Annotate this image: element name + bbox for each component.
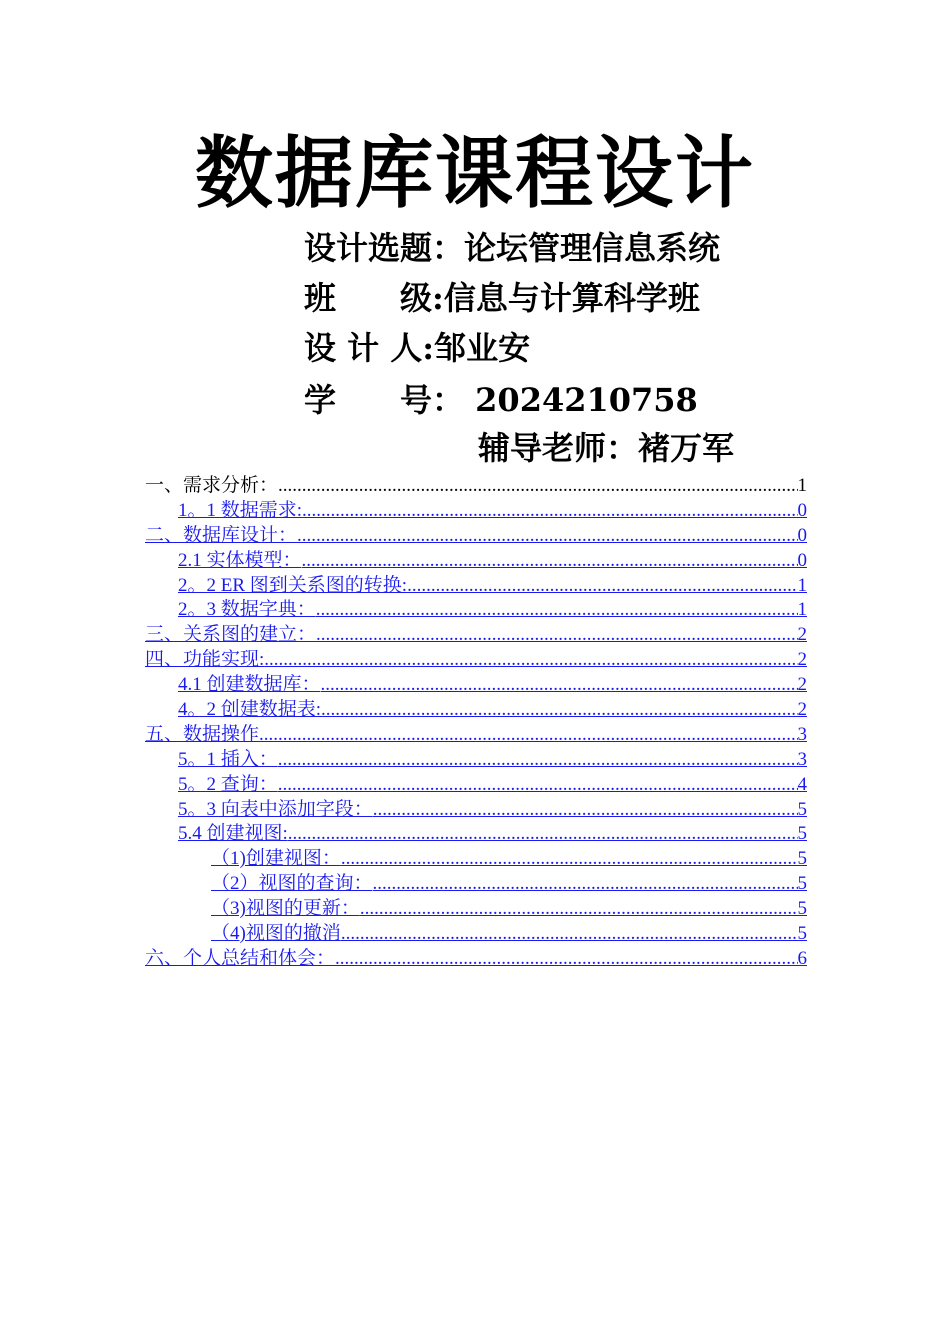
toc-dot-leader xyxy=(278,474,797,499)
topic-line xyxy=(304,228,720,268)
toc-entry-title: 五、数据操作 xyxy=(145,723,260,745)
toc-entry-title: 三、关系图的建立： xyxy=(145,624,317,646)
advisor-label: 辅导老师： xyxy=(478,429,639,467)
toc-entry-title: 5。2 查询： xyxy=(178,773,278,795)
toc-entry[interactable] xyxy=(145,499,807,524)
toc-entry[interactable] xyxy=(145,524,807,549)
toc-dot-leader xyxy=(297,524,797,549)
toc-entry-title: 5。1 插入： xyxy=(178,748,278,770)
toc-dot-leader xyxy=(316,598,798,623)
toc-dot-leader xyxy=(278,773,798,798)
toc-entry-title: （3)视图的更新： xyxy=(211,898,360,920)
toc-page-number: 1 xyxy=(797,574,807,596)
toc-entry-title: 4。2 创建数据表: xyxy=(178,699,322,721)
toc-dot-leader xyxy=(264,648,797,673)
toc-entry[interactable] xyxy=(145,773,807,798)
toc-entry[interactable] xyxy=(145,598,807,623)
toc-entry[interactable] xyxy=(145,947,807,972)
toc-page-number: 3 xyxy=(797,723,807,745)
toc-page-number: 4 xyxy=(797,773,807,795)
advisor-value: 褚万军 xyxy=(638,429,735,467)
toc-entry[interactable] xyxy=(145,922,807,947)
toc-entry-title: 2。3 数据字典： xyxy=(178,599,316,621)
toc-page-number: 2 xyxy=(797,699,807,721)
designer-line xyxy=(304,328,530,368)
toc-dot-leader xyxy=(373,872,798,897)
toc-page-number: 0 xyxy=(797,524,807,546)
toc-dot-leader xyxy=(373,798,798,823)
toc-entry-title: （2）视图的查询： xyxy=(211,873,373,895)
toc-dot-leader xyxy=(407,574,797,599)
designer-value: 邹业安 xyxy=(434,329,531,367)
toc-dot-leader xyxy=(288,822,798,847)
toc-dot-leader xyxy=(316,623,797,648)
toc-page-number: 5 xyxy=(797,798,807,820)
toc-dot-leader xyxy=(341,847,798,872)
toc-dot-leader xyxy=(259,723,797,748)
toc-entry[interactable] xyxy=(145,872,807,897)
toc-entry-title: （4)视图的撤消 xyxy=(211,923,341,945)
class-line xyxy=(304,278,700,318)
toc-entry[interactable] xyxy=(145,698,807,723)
student-id-line xyxy=(304,380,698,420)
topic-label: 设计选题： xyxy=(304,229,465,267)
toc-entry-title: 四、功能实现: xyxy=(145,649,265,671)
toc-dot-leader xyxy=(360,897,798,922)
toc-page-number: 5 xyxy=(797,923,807,945)
student-id-value: 2024210758 xyxy=(464,381,698,419)
toc-page-number: 1 xyxy=(797,475,807,496)
toc-page-number: 5 xyxy=(797,823,807,845)
designer-label: 设 计 人: xyxy=(304,329,435,367)
toc-entry-title: 2.1 实体模型： xyxy=(178,549,302,571)
toc-entry[interactable] xyxy=(145,822,807,847)
toc-entry-title: 一、需求分析： xyxy=(145,475,279,496)
advisor-line xyxy=(478,428,734,468)
document-title: 数据库课程设计 xyxy=(194,129,755,219)
toc-entry[interactable] xyxy=(145,798,807,823)
toc-entry[interactable] xyxy=(145,723,807,748)
toc-entry-title: 2。2 ER 图到关系图的转换: xyxy=(178,574,408,596)
toc-entry[interactable] xyxy=(145,673,807,698)
toc-page-number: 5 xyxy=(797,873,807,895)
toc-dot-leader xyxy=(302,499,797,524)
toc-entry[interactable] xyxy=(145,748,807,773)
toc-page-number: 2 xyxy=(797,624,807,646)
toc-page-number: 1 xyxy=(797,599,807,621)
toc-entry-title: 二、数据库设计： xyxy=(145,524,298,546)
toc-entry-title: 4.1 创建数据库： xyxy=(178,674,321,696)
toc-entry[interactable] xyxy=(145,897,807,922)
toc-entry[interactable] xyxy=(145,574,807,599)
toc-entry[interactable] xyxy=(145,648,807,673)
toc-dot-leader xyxy=(335,947,797,972)
toc-entry-title: 5。3 向表中添加字段： xyxy=(178,798,373,820)
toc-entry[interactable] xyxy=(145,549,807,574)
table-of-contents xyxy=(145,474,807,972)
toc-page-number: 5 xyxy=(797,898,807,920)
toc-dot-leader xyxy=(278,748,798,773)
toc-page-number: 2 xyxy=(797,649,807,671)
toc-page-number: 6 xyxy=(797,947,807,969)
toc-entry-title: 1。1 数据需求: xyxy=(178,499,303,521)
toc-entry[interactable] xyxy=(145,623,807,648)
toc-page-number: 2 xyxy=(797,674,807,696)
toc-entry xyxy=(145,474,807,499)
class-value: 信息与计算科学班 xyxy=(443,279,700,317)
toc-entry[interactable] xyxy=(145,847,807,872)
topic-value: 论坛管理信息系统 xyxy=(464,229,721,267)
toc-dot-leader xyxy=(321,673,798,698)
toc-page-number: 0 xyxy=(797,499,807,521)
toc-dot-leader xyxy=(341,922,798,947)
toc-entry-title: 5.4 创建视图: xyxy=(178,823,288,845)
toc-page-number: 3 xyxy=(797,748,807,770)
toc-entry-title: （1)创建视图： xyxy=(211,848,341,870)
student-id-label: 学 号： xyxy=(304,381,465,419)
toc-entry-title: 六、个人总结和体会： xyxy=(145,947,336,969)
toc-dot-leader xyxy=(321,698,797,723)
toc-dot-leader xyxy=(302,549,798,574)
class-label: 班 级: xyxy=(304,279,444,317)
toc-page-number: 5 xyxy=(797,848,807,870)
toc-page-number: 0 xyxy=(797,549,807,571)
